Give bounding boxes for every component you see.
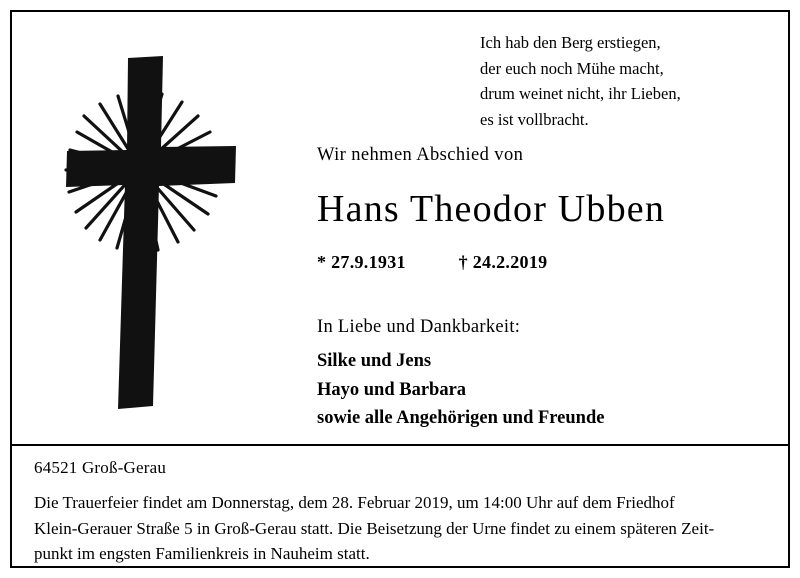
family-line-2: Hayo und Barbara bbox=[317, 379, 467, 400]
place-line: 64521 Groß-Gerau bbox=[34, 458, 167, 477]
verse-line-4: es ist vollbracht. bbox=[480, 109, 589, 129]
cross-with-rays-icon bbox=[22, 20, 262, 420]
service-details bbox=[34, 490, 764, 567]
memorial-verse bbox=[480, 30, 770, 132]
service-line-1: Die Trauerfeier findet am Donnerstag, dem 28. Februar 2019, um 14:00 Uhr auf dem Friedhof bbox=[34, 493, 675, 512]
family-list bbox=[317, 347, 604, 433]
gratitude-line: In Liebe und Dankbarkeit: bbox=[317, 317, 521, 337]
birth-date: * 27.9.1931 bbox=[317, 252, 406, 272]
service-line-2: Klein-Gerauer Straße 5 in Groß-Gerau statt. Die Beisetzung der Urne findet zu einem späteren Zeit- bbox=[34, 518, 715, 538]
farewell-line: Wir nehmen Abschied von bbox=[317, 145, 524, 165]
death-date: † 24.2.2019 bbox=[458, 252, 548, 272]
verse-line-2: der euch noch Mühe macht, bbox=[480, 58, 664, 78]
life-dates bbox=[317, 252, 547, 273]
deceased-name: Hans Theodor Ubben bbox=[317, 188, 666, 230]
verse-line-3: drum weinet nicht, ihr Lieben, bbox=[480, 84, 681, 104]
family-line-3: sowie alle Angehörigen und Freunde bbox=[317, 408, 605, 429]
family-line-1: Silke und Jens bbox=[317, 351, 432, 371]
service-line-3: punkt im engsten Familienkreis in Nauheim statt. bbox=[34, 544, 370, 563]
section-divider bbox=[12, 444, 788, 446]
notice-text-block bbox=[292, 12, 782, 432]
verse-line-1: Ich hab den Berg erstiegen, bbox=[480, 33, 661, 52]
notice-lower-section bbox=[34, 458, 764, 567]
notice-upper-section bbox=[12, 12, 788, 437]
